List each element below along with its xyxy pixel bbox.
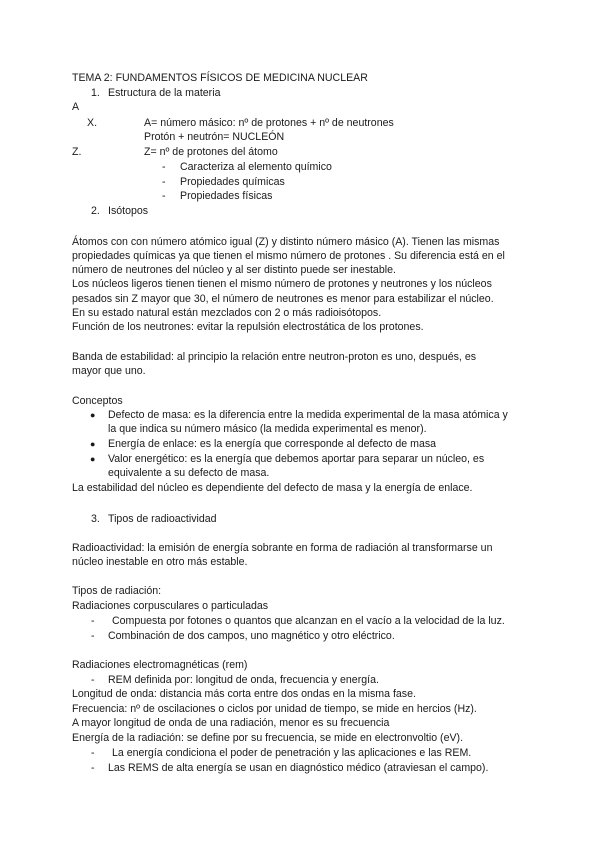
electromagnetic-heading: Radiaciones electromagnéticas (rem)	[72, 659, 248, 671]
list-item: REM definida por: longitud de onda, frecuencia y energía.	[108, 674, 379, 686]
dash-bullet: -	[162, 161, 166, 173]
paragraph-line: Energía de la radiación: se define por su frecuencia, se mide en electronvoltio (eV).	[72, 732, 464, 744]
list-item: Combinación de dos campos, uno magnético y otro eléctrico.	[108, 630, 395, 642]
mass-number-definition: A= número másico: nº de protones + nº de neutrones	[144, 117, 394, 129]
list-item-continuation: la que indica su número másico (la medida experimental es menor).	[108, 423, 427, 435]
list-item: Compuesta por fotones o quantos que alcanzan en el vacío a la velocidad de la luz.	[112, 615, 505, 627]
dot-bullet: ●	[90, 439, 96, 449]
atomic-number-definition: Z= nº de protones del átomo	[144, 146, 278, 158]
section-1-number: 1.	[91, 87, 100, 99]
dash-bullet: -	[162, 176, 166, 188]
list-item: La energía condiciona el poder de penetración y las aplicaciones e las REM.	[112, 747, 472, 759]
list-item: Valor energético: es la energía que debemos aportar para separar un núcleo, es	[108, 453, 485, 465]
dash-bullet: -	[162, 190, 166, 202]
page-title: TEMA 2: FUNDAMENTOS FÍSICOS DE MEDICINA NUCLEAR	[72, 72, 368, 84]
section-3-number: 3.	[91, 513, 100, 525]
paragraph-line: Átomos con con número atómico igual (Z) y distinto número másico (A). Tienen las mismas	[72, 236, 500, 248]
concepts-heading: Conceptos	[72, 395, 123, 407]
paragraph-line: Frecuencia: nº de oscilaciones o ciclos por unidad de tiempo, se mide en hercios (Hz).	[72, 703, 477, 715]
paragraph-line: En su estado natural están mezclados con 2 o más radioisótopos.	[72, 307, 382, 319]
section-1-heading: Estructura de la materia	[108, 87, 221, 99]
paragraph-line: Radioactividad: la emisión de energía sobrante en forma de radiación al transformarse un	[72, 542, 493, 554]
dash-bullet: -	[91, 674, 95, 686]
dot-bullet: ●	[90, 410, 96, 420]
corpuscular-heading: Radiaciones corpusculares o particuladas	[72, 600, 269, 612]
notation-x: X.	[87, 117, 98, 129]
list-item: Defecto de masa: es la diferencia entre la medida experimental de la masa atómica y	[108, 409, 508, 421]
paragraph-line: propiedades químicas ya que tienen el mismo número de protones . Su diferencia está en el	[72, 250, 505, 262]
dash-bullet: -	[91, 762, 95, 774]
dot-bullet: ●	[90, 454, 96, 464]
paragraph-line: número de neutrones del núcleo y al ser distinto puede ser inestable.	[72, 264, 396, 276]
paragraph-line: Banda de estabilidad: al principio la relación entre neutron-proton es uno, después, es	[72, 351, 477, 363]
dash-bullet: -	[91, 630, 95, 642]
dash-bullet: -	[91, 615, 95, 627]
list-item-continuation: equivalente a su defecto de masa.	[108, 467, 270, 479]
list-item: Propiedades físicas	[180, 190, 273, 202]
list-item: Energía de enlace: es la energía que corresponde al defecto de masa	[108, 438, 437, 450]
section-2-heading: Isótopos	[108, 205, 149, 217]
list-item: Las REMS de alta energía se usan en diagnóstico médico (atraviesan el campo).	[108, 762, 489, 774]
paragraph-line: mayor que uno.	[72, 365, 146, 377]
nucleon-definition: Protón + neutrón= NUCLEÓN	[144, 131, 285, 143]
paragraph-line: Los núcleos ligeros tienen tienen el mismo número de protones y neutrones y los núcleos	[72, 278, 492, 290]
paragraph-line: Longitud de onda: distancia más corta entre dos ondas en la misma fase.	[72, 688, 416, 700]
paragraph-line: pesados sin Z mayor que 30, el número de neutrones es menor para estabilizar el núcleo.	[72, 293, 494, 305]
section-3-heading: Tipos de radioactividad	[108, 513, 217, 525]
notation-z: Z.	[72, 146, 82, 158]
paragraph-line: Función de los neutrones: evitar la repulsión electrostática de los protones.	[72, 321, 424, 333]
list-item: Propiedades químicas	[180, 176, 285, 188]
section-2-number: 2.	[91, 205, 100, 217]
paragraph-line: La estabilidad del núcleo es dependiente del defecto de masa y la energía de enlace.	[72, 482, 473, 494]
types-heading: Tipos de radiación:	[72, 585, 162, 597]
paragraph-line: A mayor longitud de onda de una radiación, menor es su frecuencia	[72, 717, 390, 729]
paragraph-line: núcleo inestable en otro más estable.	[72, 556, 248, 568]
list-item: Caracteriza al elemento químico	[180, 161, 332, 173]
dash-bullet: -	[91, 747, 95, 759]
notation-a: A	[72, 101, 80, 113]
